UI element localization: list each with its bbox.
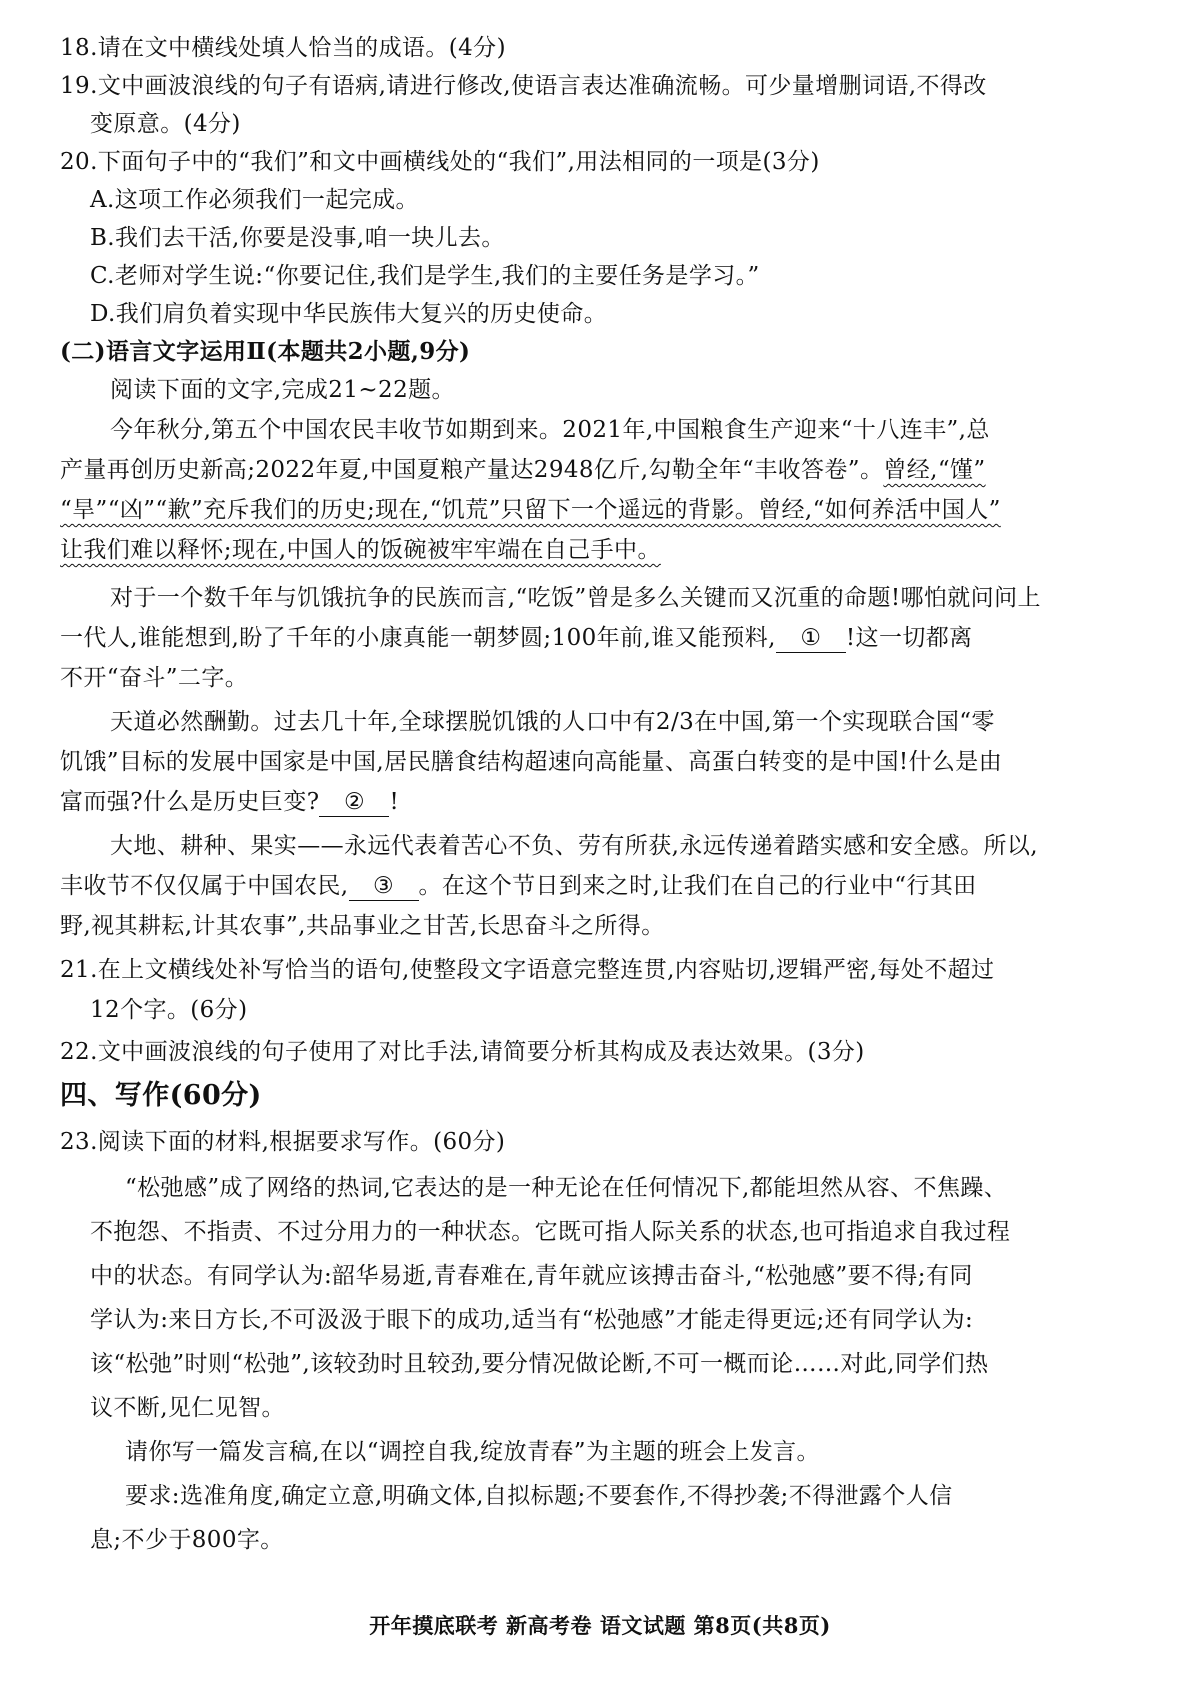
passage-p3-line-3 [60, 782, 1140, 822]
passage-p1-line-2 [60, 450, 1140, 490]
blank-2: ② [319, 788, 389, 817]
passage-p4-line-2 [60, 866, 1140, 906]
section-4-heading: 四、写作(60分) [60, 1080, 262, 1111]
material-line-1: “松弛感”成了网络的热词,它表达的是一种无论在任何情况下,都能坦然从容、不焦躁、 [125, 1175, 1008, 1201]
passage-p2-line-3: 不开“奋斗”二字。 [60, 665, 249, 691]
question-21-line-1: 21.在上文横线处补写恰当的语句,使整段文字语意完整连贯,内容贴切,逻辑严密,每处不超过 [60, 957, 995, 983]
question-20-option-c: C.老师对学生说:“你要记住,我们是学生,我们的主要任务是学习。” [90, 263, 760, 289]
passage-p1-line-3 [60, 490, 1140, 530]
passage-p3-line-3-post: ! [389, 789, 400, 815]
passage-p4-line-1: 大地、耕种、果实——永远代表着苦心不负、劳有所获,永远传递着踏实感和安全感。所以, [110, 833, 1039, 859]
blank-3: ③ [349, 872, 419, 901]
passage-p1-line-1: 今年秋分,第五个中国农民丰收节如期到来。2021年,中国粮食生产迎来“十八连丰”,总 [110, 417, 990, 443]
question-19-line-1: 19.文中画波浪线的句子有语病,请进行修改,使语言表达准确流畅。可少量增删词语,不得改 [60, 73, 987, 99]
material-line-6: 议不断,见仁见智。 [90, 1395, 285, 1421]
page-footer: 开年摸底联考 新高考卷 语文试题 第8页(共8页) [369, 1613, 831, 1638]
writing-requirements-line-1: 要求:选准角度,确定立意,明确文体,自拟标题;不要套作,不得抄袭;不得泄露个人信 [125, 1483, 953, 1509]
material-line-2: 不抱怨、不指责、不过分用力的一种状态。它既可指人际关系的状态,也可指追求自我过程 [90, 1219, 1011, 1245]
question-22: 22.文中画波浪线的句子使用了对比手法,请简要分析其构成及表达效果。(3分) [60, 1039, 865, 1065]
material-line-5: 该“松弛”时则“松弛”,该较劲时且较劲,要分情况做论断,不可一概而论……对此,同学们热 [90, 1351, 989, 1377]
material-line-3: 中的状态。有同学认为:韶华易逝,青春难在,青年就应该搏击奋斗,“松弛感”要不得;有同 [90, 1263, 973, 1289]
passage-p3-line-2: 饥饿”目标的发展中国家是中国,居民膳食结构超速向高能量、高蛋白转变的是中国!什么是由 [60, 749, 1003, 775]
passage-p1-line-2-plain: 产量再创历史新高;2022年夏,中国夏粮产量达2948亿斤,勾勒全年“丰收答卷”。 [60, 457, 884, 483]
passage-p2-line-2-post: !这一切都离 [845, 625, 973, 651]
passage-p4-line-2-pre: 丰收节不仅仅属于中国农民, [60, 873, 349, 899]
blank-1: ① [776, 624, 846, 653]
question-21-line-2: 12个字。(6分) [90, 997, 248, 1023]
section-2-heading: (二)语言文字运用Ⅱ(本题共2小题,9分) [60, 338, 471, 365]
passage-p2-line-1: 对于一个数千年与饥饿抗争的民族而言,“吃饭”曾是多么关键而又沉重的命题!哪怕就问问上 [110, 585, 1041, 611]
passage-p2-line-2-pre: 一代人,谁能想到,盼了千年的小康真能一朝梦圆;100年前,谁又能预料, [60, 625, 776, 651]
passage-p1-line-4 [60, 530, 1140, 570]
question-20-option-b: B.我们去干活,你要是没事,咱一块儿去。 [90, 225, 505, 251]
question-23: 23.阅读下面的材料,根据要求写作。(60分) [60, 1129, 506, 1155]
passage-p4-line-2-post: 。在这个节日到来之时,让我们在自己的行业中“行其田 [418, 873, 977, 899]
section-2-intro: 阅读下面的文字,完成21~22题。 [110, 377, 455, 403]
wavy-sentence-part-3: 让我们难以释怀;现在,中国人的饭碗被牢牢端在自己手中。 [60, 537, 661, 563]
passage-p3-line-1: 天道必然酬勤。过去几十年,全球摆脱饥饿的人口中有2/3在中国,第一个实现联合国“零 [110, 709, 995, 735]
passage-p2-line-2 [60, 618, 1140, 658]
wavy-sentence-part-2: “旱”“凶”“歉”充斥我们的历史;现在,“饥荒”只留下一个遥远的背影。曾经,“如何养活中国人” [60, 497, 1001, 523]
writing-requirements-line-2: 息;不少于800字。 [90, 1527, 284, 1553]
question-18: 18.请在文中横线处填人恰当的成语。(4分) [60, 35, 506, 61]
wavy-sentence-part-1: 曾经,“馑” [883, 457, 986, 483]
writing-task: 请你写一篇发言稿,在以“调控自我,绽放青春”为主题的班会上发言。 [125, 1439, 820, 1465]
question-20-option-d: D.我们肩负着实现中华民族伟大复兴的历史使命。 [90, 301, 608, 327]
passage-p4-line-3: 野,视其耕耘,计其农事”,共品事业之甘苦,长思奋斗之所得。 [60, 913, 665, 939]
question-19-line-2: 变原意。(4分) [90, 111, 241, 137]
question-20-stem: 20.下面句子中的“我们”和文中画横线处的“我们”,用法相同的一项是(3分) [60, 149, 820, 175]
material-line-4: 学认为:来日方长,不可汲汲于眼下的成功,适当有“松弛感”才能走得更远;还有同学认为: [90, 1307, 974, 1333]
question-20-option-a: A.这项工作必须我们一起完成。 [90, 187, 419, 213]
passage-p3-line-3-pre: 富而强?什么是历史巨变? [60, 789, 320, 815]
